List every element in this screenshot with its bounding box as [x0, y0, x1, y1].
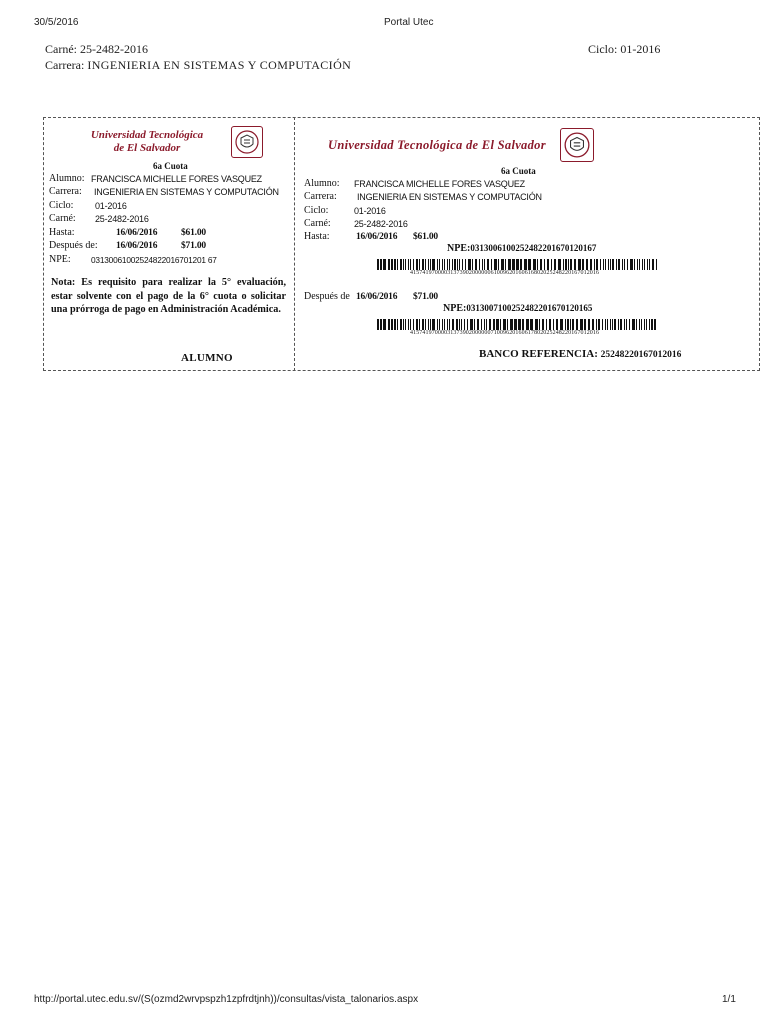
university-seal-icon — [560, 128, 594, 162]
header-carrera-label: Carrera: — [45, 58, 85, 72]
stub-footer-alumno: ALUMNO — [181, 352, 233, 364]
bank-npe1-label: NPE: — [447, 243, 471, 254]
university-seal-icon — [231, 126, 263, 158]
stub-despues-label: Después de: — [49, 240, 98, 251]
bank-hasta-amount: $61.00 — [413, 232, 438, 242]
bank-cuota: 6a Cuota — [501, 166, 536, 176]
bank-carrera-label: Carrera: — [304, 191, 337, 202]
barcode-1 — [377, 258, 658, 270]
stub-carne-value: 25-2482-2016 — [95, 214, 149, 224]
stub-carrera-label: Carrera: — [49, 186, 82, 197]
bank-logo-text: Universidad Tecnológica de El Salvador — [328, 137, 546, 152]
bank-reference — [479, 348, 681, 360]
bank-reference-value: 25248220167012016 — [600, 350, 682, 360]
stub-carrera-value: INGENIERIA EN SISTEMAS Y COMPUTACIÓN — [94, 187, 279, 197]
bank-hasta-label: Hasta: — [304, 231, 330, 242]
print-url: http://portal.utec.edu.sv/(S(ozmd2wrvpspzh1zpfrdtjnh))/consultas/vista_talonarios.aspx — [34, 994, 419, 1005]
barcode-2-digits: 4157419700003137390200000071009620160617802025248220167012016 — [410, 330, 600, 336]
bank-alumno-value: FRANCISCA MICHELLE FORES VASQUEZ — [354, 179, 525, 189]
bank-despues-amount: $71.00 — [413, 292, 438, 302]
bank-npe2 — [443, 303, 592, 314]
bank-carrera-value: INGENIERIA EN SISTEMAS Y COMPUTACIÓN — [357, 192, 542, 202]
ticket-divider — [294, 117, 295, 371]
header-carrera — [45, 58, 351, 73]
barcode-1-digits: 4157419700003137390200000061009620160616802025248220167012016 — [410, 270, 600, 276]
stub-hasta-amount: $61.00 — [181, 228, 206, 238]
bank-npe1 — [447, 243, 596, 254]
stub-hasta-label: Hasta: — [49, 227, 75, 238]
bank-hasta-date: 16/06/2016 — [356, 232, 398, 242]
header-carnet: Carné: 25-2482-2016 — [45, 42, 148, 56]
bank-alumno-label: Alumno: — [304, 178, 340, 189]
bank-npe2-label: NPE: — [443, 303, 467, 314]
stub-alumno-label: Alumno: — [49, 173, 85, 184]
bank-despues-date: 16/06/2016 — [356, 292, 398, 302]
print-title: Portal Utec — [384, 17, 434, 28]
stub-npe-label: NPE: — [49, 254, 71, 265]
bank-npe1-value: 0313006100252482201670120167 — [470, 243, 597, 253]
stub-logo — [66, 126, 263, 158]
bank-logo — [328, 128, 594, 162]
stub-logo-line2: de El Salvador — [113, 142, 181, 154]
stub-ciclo-value: 01-2016 — [95, 201, 127, 211]
stub-logo-line1: Universidad Tecnológica — [90, 129, 204, 141]
bank-ciclo-value: 01-2016 — [354, 206, 386, 216]
header-ciclo: Ciclo: 01-2016 — [588, 42, 661, 56]
stub-note: Nota: Es requisito para realizar la 5° evaluación, estar solvente con el pago de la 6° cuota o solicitar una prórroga de pago en Administración Académica. — [51, 277, 286, 315]
stub-npe-value: 03130061002524822016701201 67 — [91, 255, 217, 265]
print-page-count: 1/1 — [722, 994, 736, 1005]
barcode-2 — [377, 318, 658, 330]
stub-despues-amount: $71.00 — [181, 241, 206, 251]
stub-carne-label: Carné: — [49, 213, 76, 224]
bank-despues-label: Después de — [304, 291, 350, 302]
stub-ciclo-label: Ciclo: — [49, 200, 74, 211]
print-date: 30/5/2016 — [34, 17, 79, 28]
stub-cuota: 6a Cuota — [153, 161, 188, 171]
bank-carne-label: Carné: — [304, 218, 331, 229]
bank-npe2-value: 0313007100252482201670120165 — [466, 303, 593, 313]
stub-hasta-date: 16/06/2016 — [116, 228, 158, 238]
header-carrera-value: INGENIERIA EN SISTEMAS Y COMPUTACIÓN — [87, 58, 352, 72]
bank-ciclo-label: Ciclo: — [304, 205, 329, 216]
bank-carne-value: 25-2482-2016 — [354, 219, 408, 229]
stub-despues-date: 16/06/2016 — [116, 241, 158, 251]
bank-reference-label: BANCO REFERENCIA: — [479, 348, 598, 360]
stub-alumno-value: FRANCISCA MICHELLE FORES VASQUEZ — [91, 174, 262, 184]
